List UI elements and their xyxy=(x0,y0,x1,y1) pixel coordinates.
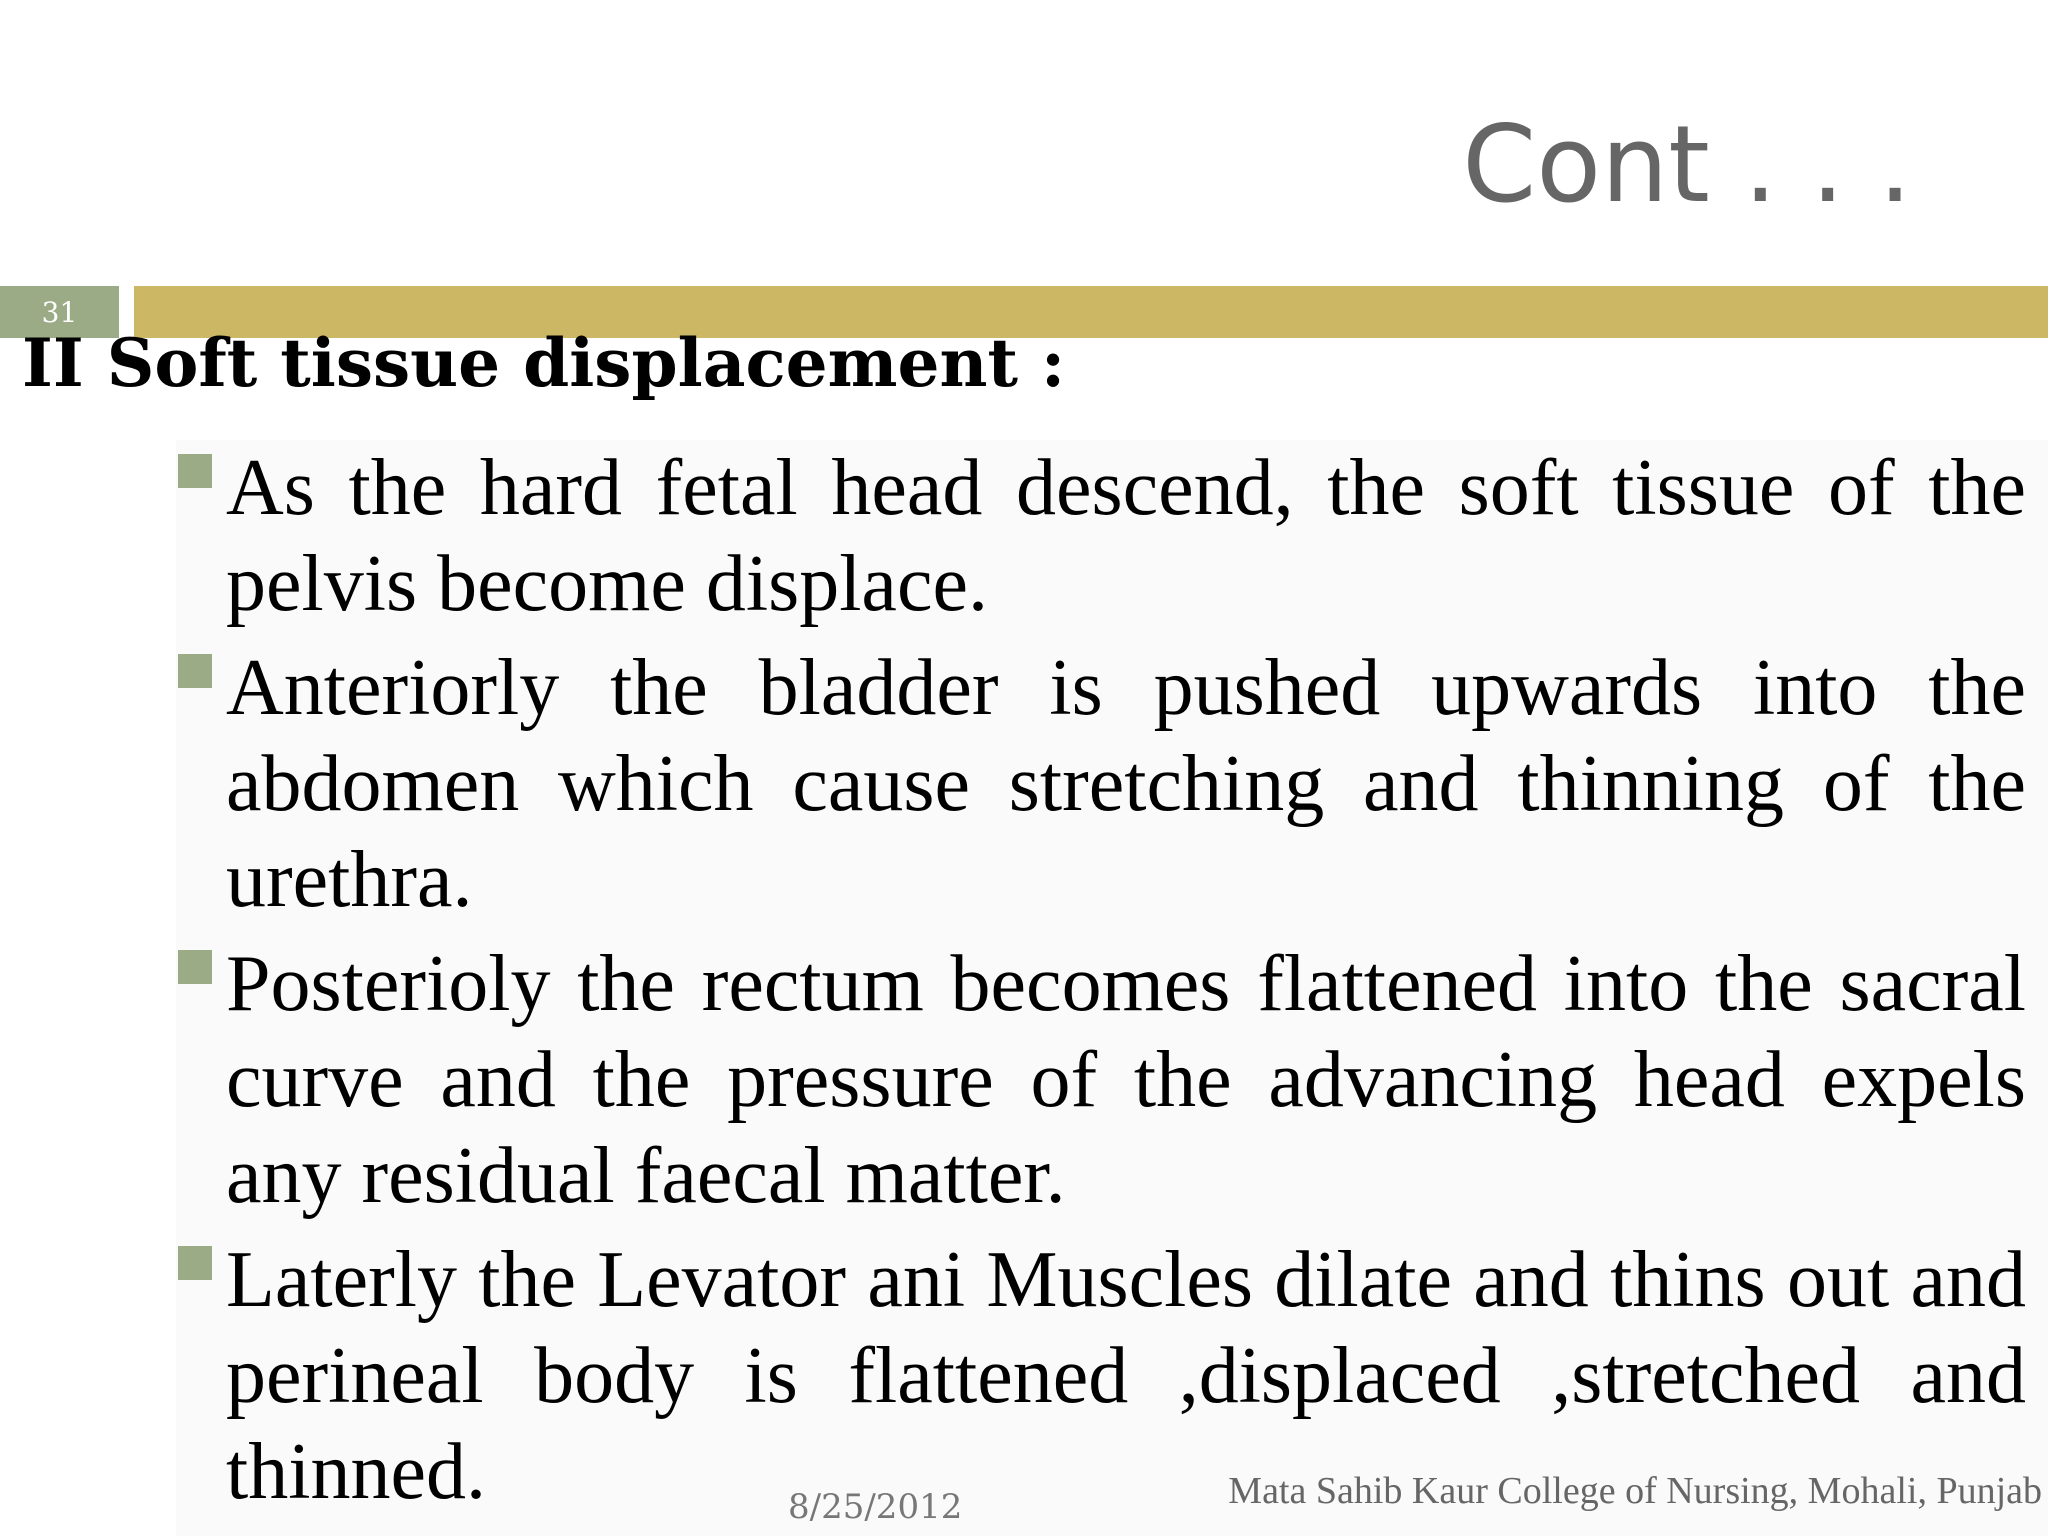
slide-number: 31 xyxy=(0,286,119,338)
bullet-list xyxy=(176,440,2026,1528)
bullet-item xyxy=(176,936,2026,1224)
bullet-text: As the hard fetal head descend, the soft tissue of the pelvis become displace. xyxy=(226,444,2026,628)
bullet-text: Posterioly the rectum becomes flattened into the sacral curve and the pressure of the advancing head expels any residual faecal matter. xyxy=(226,940,2026,1220)
bullet-item xyxy=(176,640,2026,928)
section-heading: II Soft tissue displacement : xyxy=(22,324,1066,402)
bullet-item xyxy=(176,440,2026,632)
footer-organization: Mata Sahib Kaur College of Nursing, Mohali, Punjab xyxy=(1228,1470,2042,1512)
square-bullet-icon xyxy=(178,1246,212,1280)
bullet-text: Anteriorly the bladder is pushed upwards into the abdomen which cause stretching and thinning of the urethra. xyxy=(226,644,2026,924)
slide-title: Cont . . . xyxy=(1462,103,1912,226)
square-bullet-icon xyxy=(178,654,212,688)
square-bullet-icon xyxy=(178,950,212,984)
square-bullet-icon xyxy=(178,454,212,488)
footer-date: 8/25/2012 xyxy=(788,1487,963,1527)
bullet-text: Laterly the Levator ani Muscles dilate and thins out and perineal body is flattened ,displaced ,stretched and thinned. xyxy=(226,1236,2026,1516)
